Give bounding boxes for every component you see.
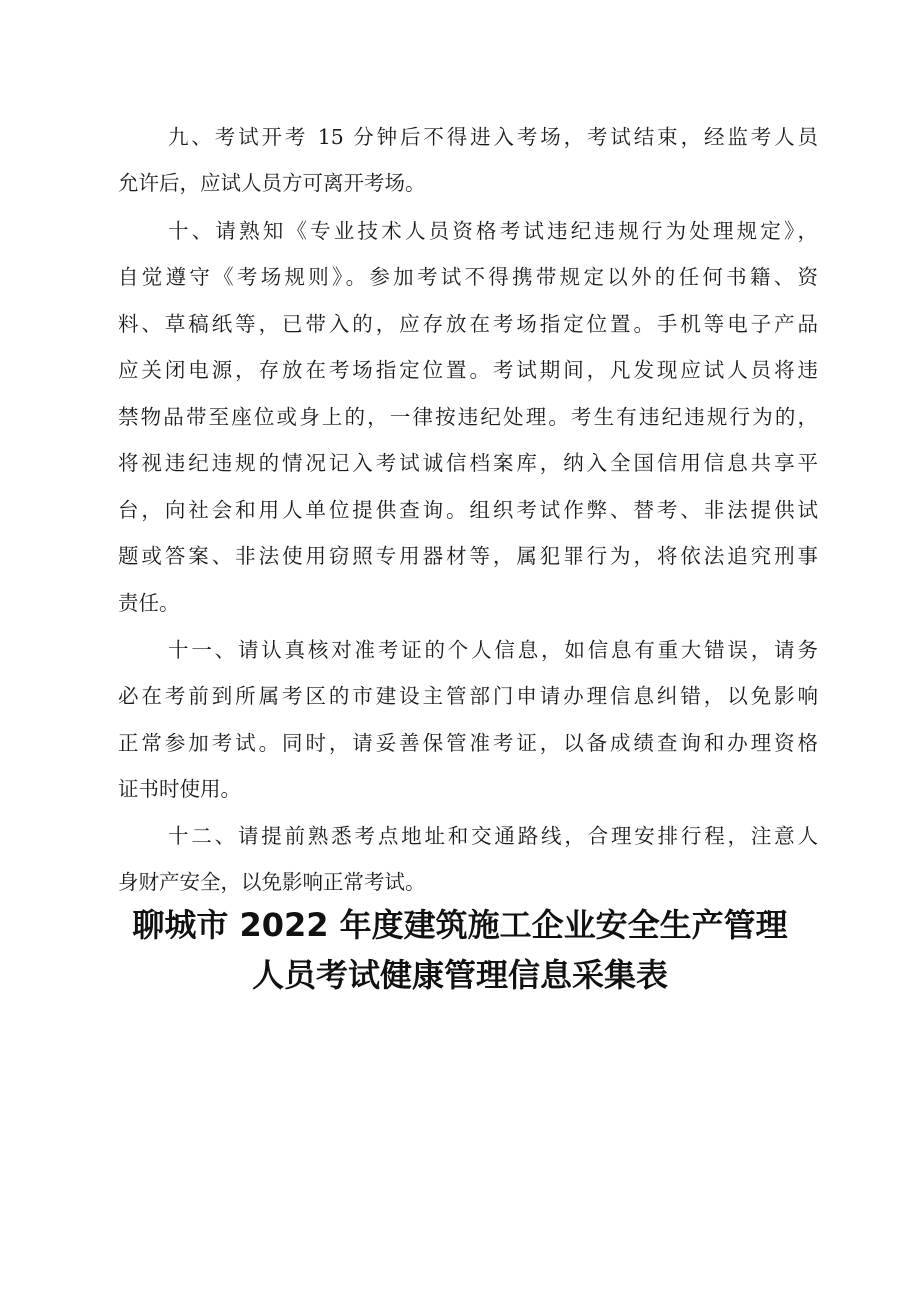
text-line: 十一、请认真核对准考证的个人信息，如信息有重大错误，请务 (168, 638, 818, 662)
text-line: 将视违纪违规的情况记入考试诚信档案库，纳入全国信用信息共享平 (118, 451, 818, 475)
text-line: 允许后，应试人员方可离开考场。 (118, 171, 426, 195)
text-line: 自觉遵守《考场规则》。参加考试不得携带规定以外的任何书籍、资 (118, 265, 818, 289)
text-line: 身财产安全，以免影响正常考试。 (118, 870, 426, 894)
text-line: 必在考前到所属考区的市建设主管部门申请办理信息纠错，以免影响 (118, 684, 818, 708)
text-line: 题或答案、非法使用窃照专用器材等，属犯罪行为，将依法追究刑事 (118, 544, 818, 568)
text-line: 责任。 (118, 591, 180, 615)
text-line: 正常参加考试。同时，请妥善保管准考证，以备成绩查询和办理资格 (118, 731, 818, 755)
text-line: 禁物品带至座位或身上的，一律按违纪处理。考生有违纪违规行为的， (118, 405, 818, 429)
text-line: 十、请熟知《专业技术人员资格考试违纪违规行为处理规定》， (168, 219, 818, 243)
form-title-line-1: 聊城市 2022 年度建筑施工企业安全生产管理 (132, 906, 788, 944)
text-line: 证书时使用。 (118, 777, 241, 801)
text-line: 料、草稿纸等，已带入的，应存放在考场指定位置。手机等电子产品 (118, 312, 818, 336)
text-line: 台，向社会和用人单位提供查询。组织考试作弊、替考、非法提供试 (118, 498, 818, 522)
text-line: 应关闭电源，存放在考场指定位置。考试期间，凡发现应试人员将违 (118, 358, 818, 382)
form-title-line-2: 人员考试健康管理信息采集表 (251, 956, 668, 994)
text-line: 十二、请提前熟悉考点地址和交通路线，合理安排行程，注意人 (168, 824, 818, 848)
text-line: 九、考试开考 15 分钟后不得进入考场，考试结束，经监考人员 (168, 125, 818, 149)
